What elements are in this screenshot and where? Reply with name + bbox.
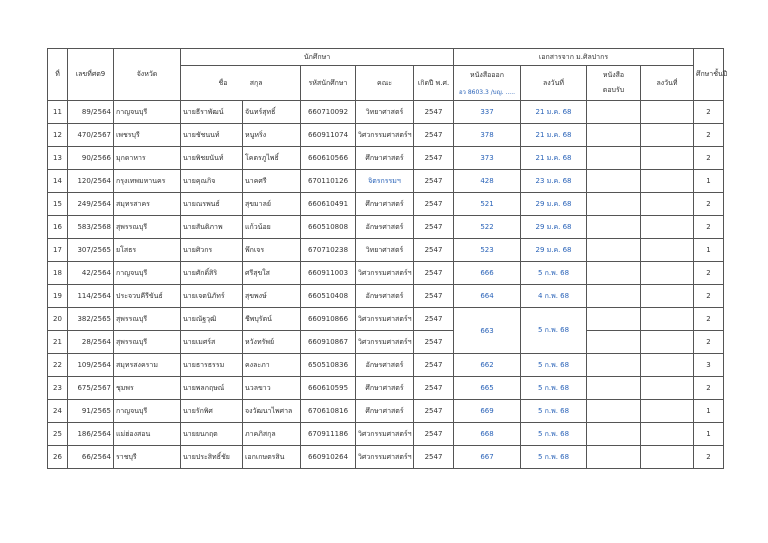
row-faculty: อักษรศาสตร์ <box>356 216 414 239</box>
row-last-name: ศรีสุขใส <box>243 262 301 285</box>
row-student-id: 660910867 <box>301 331 356 354</box>
row-study-level: 2 <box>694 331 724 354</box>
row-out-date: 5 ก.พ. 68 <box>521 400 587 423</box>
row-first-name: นายณัฐวุฒิ <box>181 308 243 331</box>
row-doc-no: 249/2564 <box>68 193 114 216</box>
row-out-date: 5 ก.พ. 68 <box>521 377 587 400</box>
row-doc-no: 90/2566 <box>68 147 114 170</box>
row-reply-letter <box>587 400 641 423</box>
header-first-name: ชื่อ <box>218 78 228 87</box>
row-reply-date <box>641 331 694 354</box>
row-last-name: หวังทรัพย์ <box>243 331 301 354</box>
row-reply-letter <box>587 147 641 170</box>
row-study-level: 2 <box>694 124 724 147</box>
row-province: สมุทรสาคร <box>114 193 181 216</box>
row-birth-year: 2547 <box>414 308 454 331</box>
row-study-level: 1 <box>694 170 724 193</box>
table-row <box>48 216 724 239</box>
table-row <box>48 124 724 147</box>
row-no: 11 <box>48 101 68 124</box>
row-student-id: 670610816 <box>301 400 356 423</box>
row-student-id: 660610566 <box>301 147 356 170</box>
row-faculty: วิศวกรรมศาสตร์ฯ <box>356 446 414 469</box>
row-study-level: 1 <box>694 423 724 446</box>
row-faculty: วิทยาศาสตร์ <box>356 101 414 124</box>
row-student-id: 660910866 <box>301 308 356 331</box>
row-last-name: สุขมาลย์ <box>243 193 301 216</box>
row-last-name: นาคศรี <box>243 170 301 193</box>
row-first-name: นายรักพิศ <box>181 400 243 423</box>
row-last-name: นวลขาว <box>243 377 301 400</box>
row-last-name: ชีพบุรัตน์ <box>243 308 301 331</box>
row-province: กรุงเทพมหานคร <box>114 170 181 193</box>
row-doc-no: 120/2564 <box>68 170 114 193</box>
row-no: 25 <box>48 423 68 446</box>
row-reply-date <box>641 423 694 446</box>
header-student-group: นักศึกษา <box>181 49 454 66</box>
row-out-letter: 378 <box>454 124 521 147</box>
row-last-name: คงละภา <box>243 354 301 377</box>
row-faculty: วิทยาศาสตร์ <box>356 239 414 262</box>
row-first-name: นายณรพนธ์ <box>181 193 243 216</box>
row-out-letter: 337 <box>454 101 521 124</box>
row-study-level: 3 <box>694 354 724 377</box>
row-birth-year: 2547 <box>414 331 454 354</box>
row-study-level: 2 <box>694 147 724 170</box>
row-last-name: จันทร์สุทธิ์ <box>243 101 301 124</box>
header-last-name: สกุล <box>249 78 263 87</box>
row-student-id: 660610595 <box>301 377 356 400</box>
header-name <box>181 66 301 101</box>
row-reply-date <box>641 446 694 469</box>
table-row <box>48 446 724 469</box>
header-reply-date: ลงวันที่ <box>641 66 694 101</box>
row-out-letter: 373 <box>454 147 521 170</box>
row-student-id: 660911074 <box>301 124 356 147</box>
row-doc-no: 675/2567 <box>68 377 114 400</box>
row-faculty: ศึกษาศาสตร์ <box>356 193 414 216</box>
row-first-name: นายประสิทธิ์ชัย <box>181 446 243 469</box>
row-birth-year: 2547 <box>414 285 454 308</box>
row-last-name: โคตรภูไพธิ์ <box>243 147 301 170</box>
row-student-id: 670710238 <box>301 239 356 262</box>
row-out-letter: 665 <box>454 377 521 400</box>
header-out-letter <box>454 66 521 101</box>
row-reply-date <box>641 308 694 331</box>
row-doc-no: 28/2564 <box>68 331 114 354</box>
row-birth-year: 2547 <box>414 400 454 423</box>
row-first-name: นายธารธรรม <box>181 354 243 377</box>
row-reply-letter <box>587 423 641 446</box>
row-reply-date <box>641 400 694 423</box>
row-faculty: ศึกษาศาสตร์ <box>356 377 414 400</box>
row-faculty: จิตรกรรมฯ <box>356 170 414 193</box>
header-study-level: ศึกษาชั้นปี <box>694 49 724 101</box>
table-row <box>48 423 724 446</box>
row-reply-letter <box>587 239 641 262</box>
row-out-letter: 522 <box>454 216 521 239</box>
row-birth-year: 2547 <box>414 124 454 147</box>
row-student-id: 660610491 <box>301 193 356 216</box>
header-no: ที่ <box>48 49 68 101</box>
row-first-name: นายธีราพัฒน์ <box>181 101 243 124</box>
row-province: กาญจนบุรี <box>114 262 181 285</box>
row-study-level: 2 <box>694 308 724 331</box>
row-birth-year: 2547 <box>414 170 454 193</box>
row-no: 16 <box>48 216 68 239</box>
row-birth-year: 2547 <box>414 262 454 285</box>
row-study-level: 2 <box>694 285 724 308</box>
row-first-name: นายเมศร์ส <box>181 331 243 354</box>
row-reply-date <box>641 147 694 170</box>
row-last-name: หนูหริ่ง <box>243 124 301 147</box>
row-out-letter: 664 <box>454 285 521 308</box>
table-row <box>48 193 724 216</box>
row-reply-letter <box>587 331 641 354</box>
row-study-level: 2 <box>694 101 724 124</box>
row-last-name: สุขพงษ์ <box>243 285 301 308</box>
row-reply-date <box>641 262 694 285</box>
row-birth-year: 2547 <box>414 354 454 377</box>
row-no: 20 <box>48 308 68 331</box>
row-doc-no: 66/2564 <box>68 446 114 469</box>
row-student-id: 650510836 <box>301 354 356 377</box>
row-doc-no: 89/2564 <box>68 101 114 124</box>
row-no: 24 <box>48 400 68 423</box>
row-out-letter: 523 <box>454 239 521 262</box>
row-province: มุกดาหาร <box>114 147 181 170</box>
row-out-letter: 428 <box>454 170 521 193</box>
header-reply-sub: ตอบรับ <box>602 86 625 94</box>
row-doc-no: 114/2564 <box>68 285 114 308</box>
row-province: ราชบุรี <box>114 446 181 469</box>
row-reply-letter <box>587 308 641 331</box>
row-out-date: 29 ม.ค. 68 <box>521 239 587 262</box>
row-no: 22 <box>48 354 68 377</box>
row-reply-letter <box>587 262 641 285</box>
row-first-name: นายศิวกร <box>181 239 243 262</box>
table-row <box>48 170 724 193</box>
row-doc-no: 382/2565 <box>68 308 114 331</box>
row-no: 17 <box>48 239 68 262</box>
row-study-level: 2 <box>694 446 724 469</box>
student-records-table <box>47 48 728 469</box>
row-out-date: 21 ม.ค. 68 <box>521 101 587 124</box>
row-province: แม่ฮ่องสอน <box>114 423 181 446</box>
header-out-date: ลงวันที่ <box>521 66 587 101</box>
row-no: 15 <box>48 193 68 216</box>
row-out-letter: 662 <box>454 354 521 377</box>
row-doc-no: 470/2567 <box>68 124 114 147</box>
row-birth-year: 2547 <box>414 446 454 469</box>
row-reply-date <box>641 285 694 308</box>
row-faculty: อักษรศาสตร์ <box>356 285 414 308</box>
table-row <box>48 377 724 400</box>
row-reply-letter <box>587 101 641 124</box>
row-out-date: 5 ก.พ. 68 <box>521 354 587 377</box>
row-province: สมุทรสงคราม <box>114 354 181 377</box>
row-reply-letter <box>587 124 641 147</box>
row-doc-no: 42/2564 <box>68 262 114 285</box>
row-doc-no: 583/2568 <box>68 216 114 239</box>
row-out-letter: 521 <box>454 193 521 216</box>
row-province: สุพรรณบุรี <box>114 216 181 239</box>
row-reply-date <box>641 216 694 239</box>
row-reply-date <box>641 377 694 400</box>
row-out-date: 21 ม.ค. 68 <box>521 124 587 147</box>
header-reply-label: หนังสือ <box>602 71 625 79</box>
row-reply-date <box>641 354 694 377</box>
row-student-id: 670911186 <box>301 423 356 446</box>
row-out-date: 21 ม.ค. 68 <box>521 147 587 170</box>
row-student-id: 660910264 <box>301 446 356 469</box>
row-out-date: 29 ม.ค. 68 <box>521 193 587 216</box>
row-birth-year: 2547 <box>414 147 454 170</box>
row-birth-year: 2547 <box>414 216 454 239</box>
row-student-id: 660510408 <box>301 285 356 308</box>
row-out-letter: 669 <box>454 400 521 423</box>
row-out-date: 5 ก.พ. 68 <box>521 423 587 446</box>
row-first-name: นายชัชนนท์ <box>181 124 243 147</box>
row-first-name: นายพิชยนันท์ <box>181 147 243 170</box>
row-reply-letter <box>587 285 641 308</box>
row-study-level: 2 <box>694 193 724 216</box>
table-row <box>48 147 724 170</box>
row-student-id: 660911003 <box>301 262 356 285</box>
row-out-date: 4 ก.พ. 68 <box>521 285 587 308</box>
row-study-level: 2 <box>694 377 724 400</box>
header-docs-group: เอกสารจาก ม.ศิลปากร <box>454 49 694 66</box>
row-faculty: วิศวกรรมศาสตร์ฯ <box>356 331 414 354</box>
row-birth-year: 2547 <box>414 423 454 446</box>
row-reply-letter <box>587 446 641 469</box>
header-faculty: คณะ <box>356 66 414 101</box>
row-faculty: วิศวกรรมศาสตร์ฯ <box>356 262 414 285</box>
row-doc-no: 91/2565 <box>68 400 114 423</box>
header-doc-no: เลขที่ศต9 <box>68 49 114 101</box>
row-province: เพชรบุรี <box>114 124 181 147</box>
row-no: 13 <box>48 147 68 170</box>
header-birth-year: เกิดปี พ.ศ. <box>414 66 454 101</box>
row-first-name: นายคุณกิจ <box>181 170 243 193</box>
row-out-date: 5 ก.พ. 68 <box>521 262 587 285</box>
row-last-name: จงวัฒนาไพศาล <box>243 400 301 423</box>
row-reply-letter <box>587 193 641 216</box>
row-first-name: นายสันติภาพ <box>181 216 243 239</box>
row-no: 18 <box>48 262 68 285</box>
row-faculty: วิศวกรรมศาสตร์ฯ <box>356 423 414 446</box>
table-row <box>48 239 724 262</box>
row-last-name: เอกเกษตรสิน <box>243 446 301 469</box>
row-reply-letter <box>587 216 641 239</box>
row-out-date: 5 ก.พ. 68 <box>521 308 587 354</box>
row-faculty: วิศวกรรมศาสตร์ฯ <box>356 124 414 147</box>
row-doc-no: 109/2564 <box>68 354 114 377</box>
row-study-level: 1 <box>694 239 724 262</box>
row-province: สุพรรณบุรี <box>114 308 181 331</box>
row-student-id: 670110126 <box>301 170 356 193</box>
header-out-letter-label: หนังสือออก <box>470 70 504 79</box>
row-last-name: ภาคภิสกุล <box>243 423 301 446</box>
row-first-name: นายพลกฤษณ์ <box>181 377 243 400</box>
table-row <box>48 101 724 124</box>
row-student-id: 660510808 <box>301 216 356 239</box>
row-out-date: 5 ก.พ. 68 <box>521 446 587 469</box>
row-province: ประจวบคีรีขันธ์ <box>114 285 181 308</box>
row-faculty: ศึกษาศาสตร์ <box>356 400 414 423</box>
row-no: 19 <box>48 285 68 308</box>
row-no: 23 <box>48 377 68 400</box>
row-first-name: นายยนกฤต <box>181 423 243 446</box>
row-reply-date <box>641 101 694 124</box>
row-study-level: 2 <box>694 216 724 239</box>
row-out-letter: 663 <box>454 308 521 354</box>
table-row <box>48 285 724 308</box>
row-no: 12 <box>48 124 68 147</box>
row-birth-year: 2547 <box>414 377 454 400</box>
row-last-name: แก้วน้อย <box>243 216 301 239</box>
row-reply-letter <box>587 377 641 400</box>
row-faculty: วิศวกรรมศาสตร์ฯ <box>356 308 414 331</box>
row-reply-letter <box>587 170 641 193</box>
table-row <box>48 308 724 331</box>
row-student-id: 660710092 <box>301 101 356 124</box>
table-row <box>48 262 724 285</box>
row-birth-year: 2547 <box>414 193 454 216</box>
row-province: กาญจนบุรี <box>114 400 181 423</box>
row-reply-letter <box>587 354 641 377</box>
row-first-name: นายศักดิ์สิริ <box>181 262 243 285</box>
header-out-ref: อว 8603.3 /บญ. ..... <box>458 88 516 96</box>
row-last-name: พึกเจร <box>243 239 301 262</box>
row-faculty: ศึกษาศาสตร์ <box>356 147 414 170</box>
row-reply-date <box>641 170 694 193</box>
header-province: จังหวัด <box>114 49 181 101</box>
row-reply-date <box>641 239 694 262</box>
row-province: กาญจนบุรี <box>114 101 181 124</box>
row-no: 21 <box>48 331 68 354</box>
row-doc-no: 307/2565 <box>68 239 114 262</box>
table-row <box>48 354 724 377</box>
header-student-id: รหัสนักศึกษา <box>301 66 356 101</box>
table-row <box>48 400 724 423</box>
row-province: ยโสธร <box>114 239 181 262</box>
row-study-level: 1 <box>694 400 724 423</box>
row-out-date: 29 ม.ค. 68 <box>521 216 587 239</box>
row-faculty: อักษรศาสตร์ <box>356 354 414 377</box>
row-no: 26 <box>48 446 68 469</box>
row-first-name: นายเจตนิภัทร์ <box>181 285 243 308</box>
row-province: สุพรรณบุรี <box>114 331 181 354</box>
row-out-date: 23 ม.ค. 68 <box>521 170 587 193</box>
row-out-letter: 666 <box>454 262 521 285</box>
row-no: 14 <box>48 170 68 193</box>
row-out-letter: 668 <box>454 423 521 446</box>
row-reply-date <box>641 193 694 216</box>
row-doc-no: 186/2564 <box>68 423 114 446</box>
row-study-level: 2 <box>694 262 724 285</box>
row-birth-year: 2547 <box>414 101 454 124</box>
row-province: ชุมพร <box>114 377 181 400</box>
header-reply <box>587 66 641 101</box>
table-row <box>48 331 724 354</box>
row-reply-date <box>641 124 694 147</box>
row-out-letter: 667 <box>454 446 521 469</box>
row-birth-year: 2547 <box>414 239 454 262</box>
